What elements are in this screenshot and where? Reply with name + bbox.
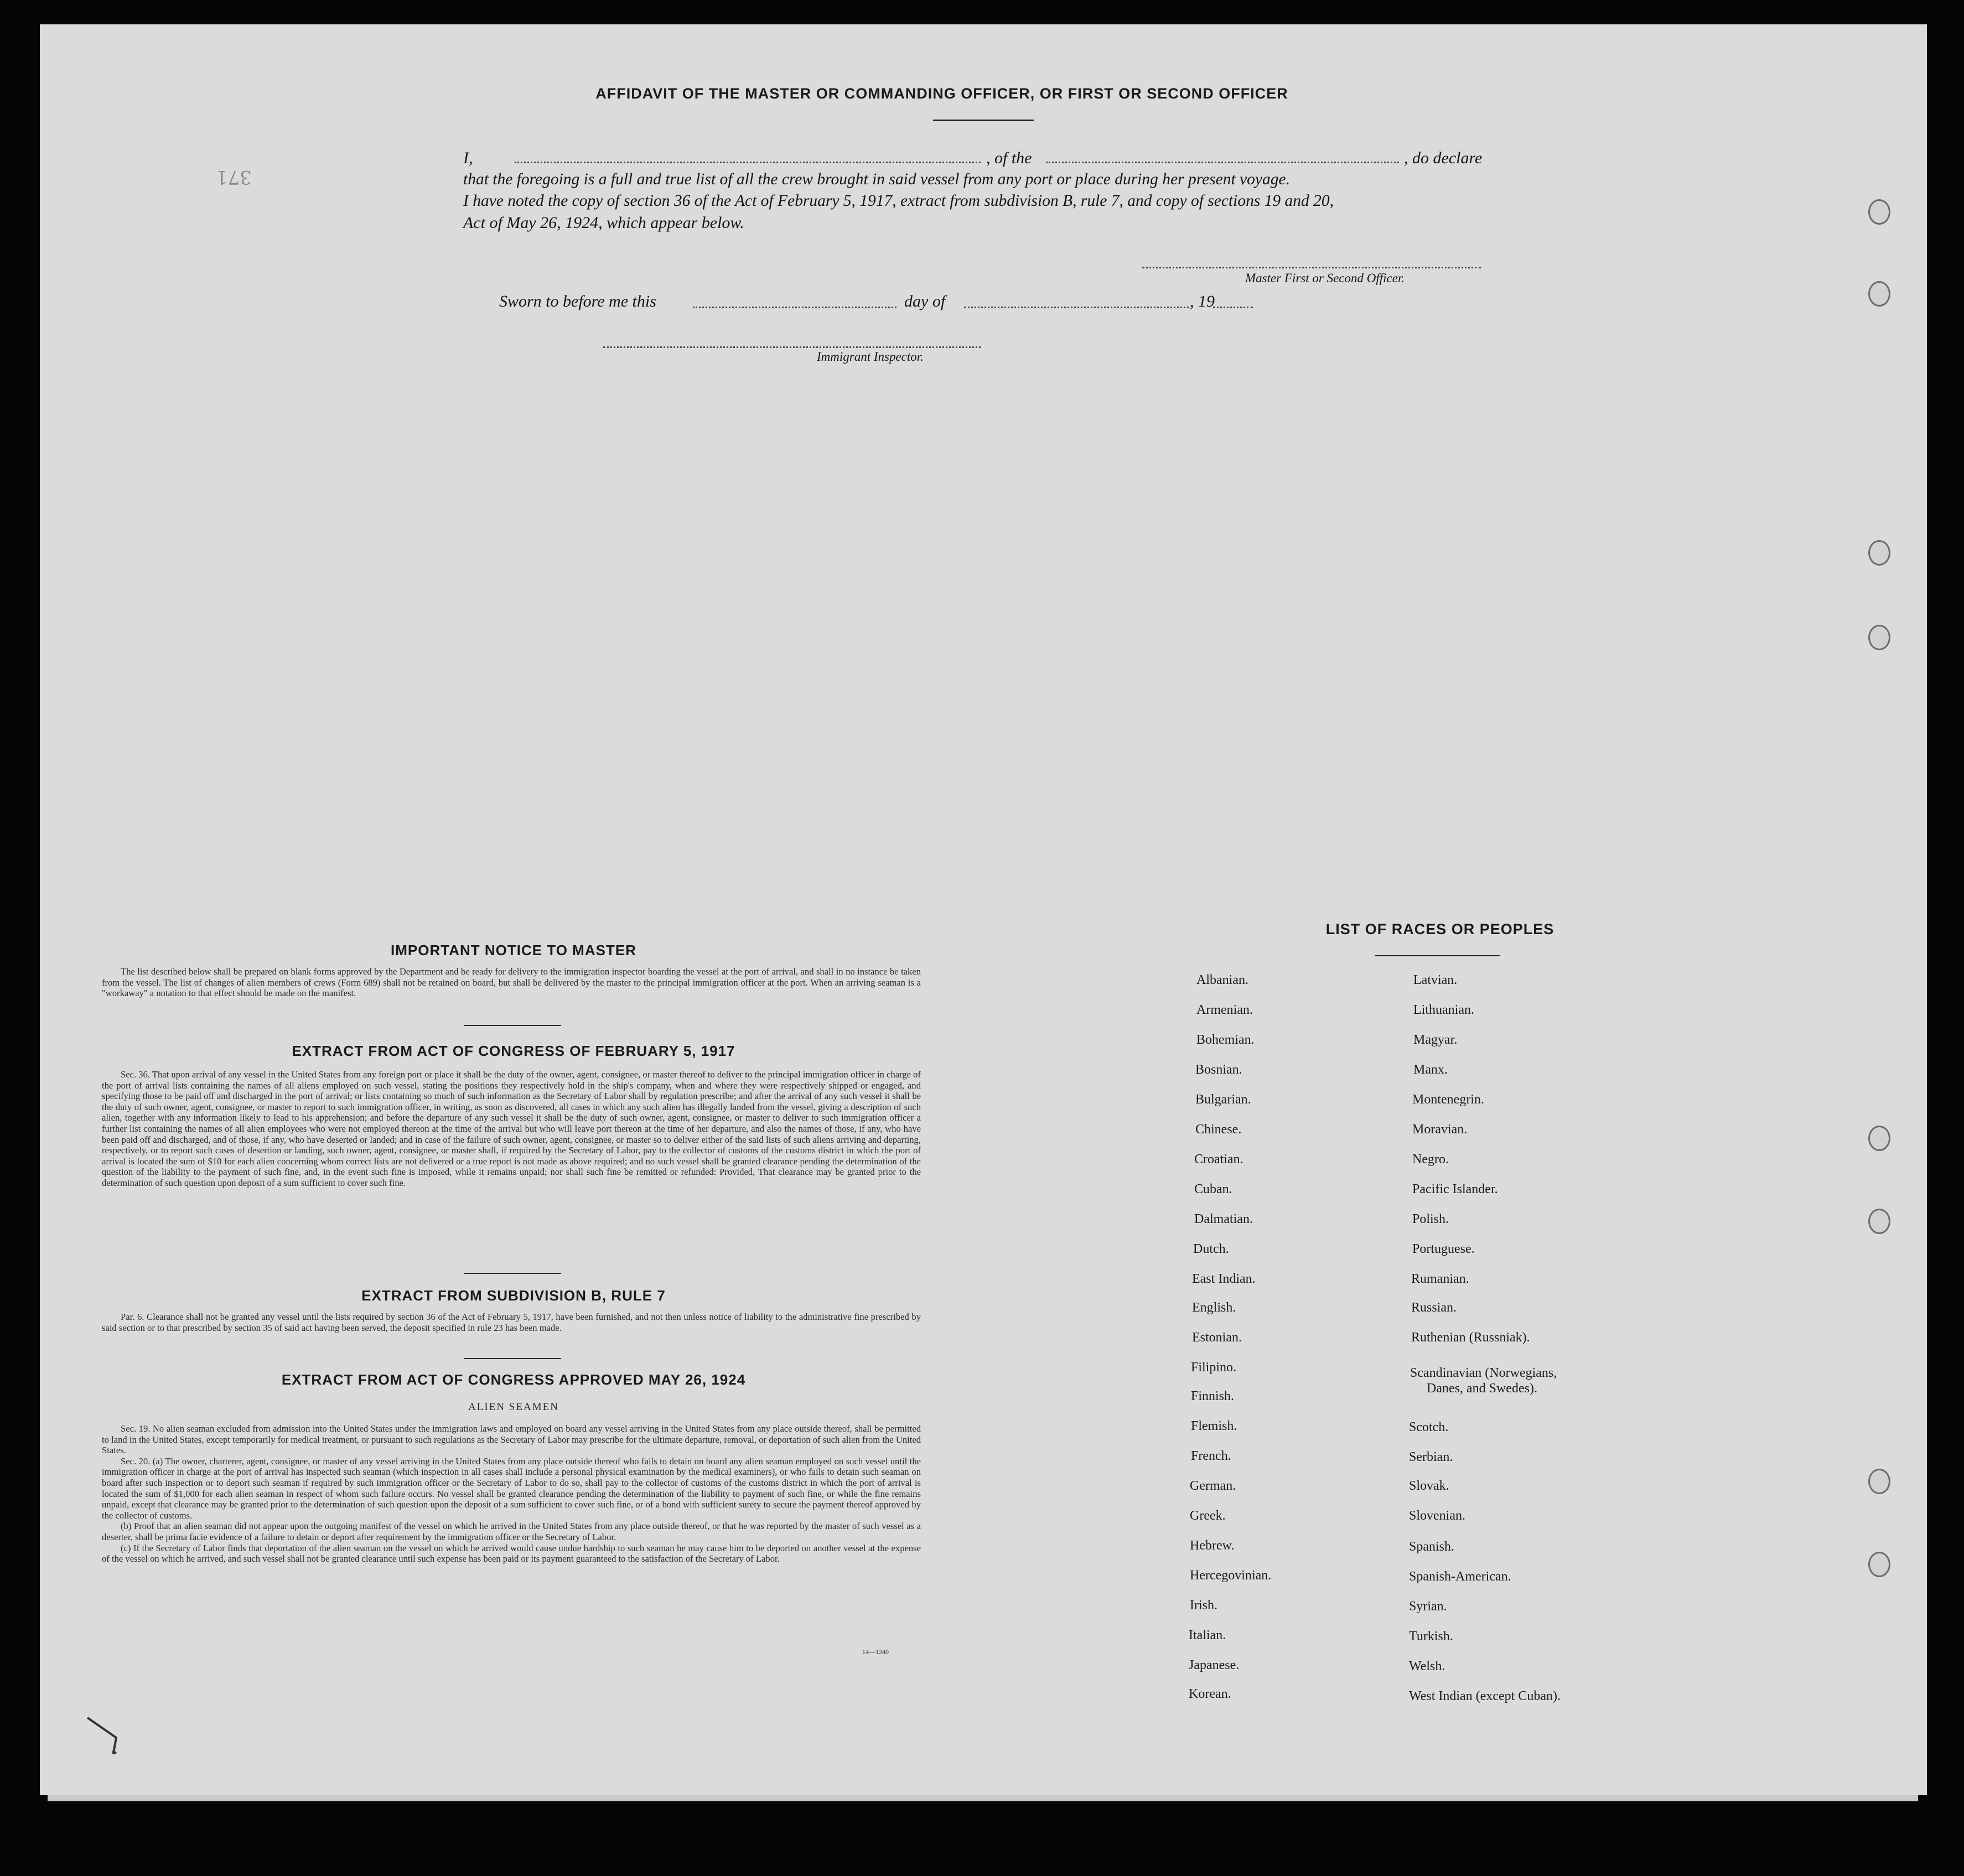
vessel-blank[interactable] xyxy=(1046,162,1399,163)
race-item: Pacific Islander. xyxy=(1412,1182,1498,1196)
race-item: Estonian. xyxy=(1192,1330,1242,1345)
punch-hole xyxy=(1868,1126,1890,1151)
margin-note: 371 xyxy=(216,166,252,188)
race-item: Greek. xyxy=(1190,1509,1226,1523)
race-item: Bosnian. xyxy=(1195,1063,1242,1077)
affidavit-line1-mid: , of the xyxy=(986,149,1032,167)
race-item: Scotch. xyxy=(1409,1420,1449,1434)
sworn-month-blank[interactable] xyxy=(964,307,1189,308)
check-mark xyxy=(84,1712,134,1762)
race-item: Turkish. xyxy=(1409,1629,1453,1644)
race-item: French. xyxy=(1191,1449,1231,1463)
race-item: Hercegovinian. xyxy=(1190,1568,1272,1583)
document-page xyxy=(40,24,1927,1795)
name-blank[interactable] xyxy=(515,162,981,163)
extract1917-text xyxy=(102,1069,921,1189)
race-item: Dutch. xyxy=(1193,1242,1229,1256)
race-item: Spanish. xyxy=(1409,1540,1455,1554)
race-item: Magyar. xyxy=(1413,1033,1458,1047)
sworn-day-of: day of xyxy=(904,292,946,310)
notice-title: IMPORTANT NOTICE TO MASTER xyxy=(391,942,636,958)
race-item: Latvian. xyxy=(1413,973,1458,987)
race-item: Manx. xyxy=(1413,1063,1448,1077)
punch-hole xyxy=(1868,1209,1890,1234)
race-item: Montenegrin. xyxy=(1412,1092,1484,1107)
punch-hole xyxy=(1868,1552,1890,1577)
rule7-text xyxy=(102,1312,921,1333)
punch-hole xyxy=(1868,281,1890,307)
notice-rule xyxy=(464,1025,561,1026)
affidavit-line1-end: , do declare xyxy=(1404,149,1483,167)
inspector-signature-line[interactable] xyxy=(603,346,981,348)
race-item: Hebrew. xyxy=(1190,1538,1235,1553)
sworn-text: Sworn to before me this xyxy=(499,292,656,310)
affidavit-line3: I have noted the copy of section 36 of the Act of February 5, 1917, extract from subdivision B, rule 7, and copy of sections 19 and 20, xyxy=(463,192,1334,210)
affidavit-line4: Act of May 26, 1924, which appear below. xyxy=(463,214,744,232)
section-20a-paragraph: Sec. 20. (a) The owner, charterer, agent, consignee, or master of any vessel arriving in the United States from any place outside thereof who fails to detain on board any alien seaman employed on such vessel until the immigration officer in charge at the port of arrival has inspected such seaman (which inspection in all cases shall include a personal physical examination by the medical examiners), or who fails to detain such seaman on board after such inspection or to deport such seaman if required by such immigration officer or the Secretary of Labor to do so, shall pay to the collector of customs of the customs district in which the port of arrival is located the sum of $1,000 for each alien seaman in respect of whom such failure occurs. No vessel shall be granted clearance pending the determination of the liability to payment of such fine, or while the fine remains unpaid, except that clearance may be granted prior to the determination of such question upon the deposit of a sum sufficient to cover such fine, or of a bond with sufficient surety to secure the payment thereof approved by the collector of customs. xyxy=(102,1455,921,1521)
race-item: Danes, and Swedes). xyxy=(1427,1381,1537,1396)
notice-paragraph: The list described below shall be prepared on blank forms approved by the Department and be ready for delivery to the immigration inspector boarding the vessel at the port of arrival, and shall in no instance be taken from the vessel. The list of changes of alien members of crews (Form 689) shall not be retained on board, but shall be delivered by the master to the principal immigration officer at the port. When an arriving seaman is a "workaway" a notation to that effect should be made on the manifest. xyxy=(102,966,921,999)
sworn-year: , 19 xyxy=(1190,292,1215,310)
race-item: Rumanian. xyxy=(1411,1272,1469,1286)
race-item: Lithuanian. xyxy=(1413,1003,1474,1017)
race-item: Serbian. xyxy=(1409,1450,1453,1464)
affidavit-line1-start: I, xyxy=(463,149,473,167)
race-item: Polish. xyxy=(1412,1212,1449,1226)
sworn-year-blank[interactable] xyxy=(1213,307,1253,308)
race-item: Ruthenian (Russniak). xyxy=(1411,1330,1530,1345)
races-title: LIST OF RACES OR PEOPLES xyxy=(1325,921,1554,937)
alien-seamen-subtitle: ALIEN SEAMEN xyxy=(468,1401,559,1413)
race-item: Finnish. xyxy=(1191,1389,1235,1403)
race-item: Chinese. xyxy=(1195,1122,1242,1137)
race-item: Cuban. xyxy=(1194,1182,1232,1196)
race-item: Albanian. xyxy=(1196,973,1248,987)
race-item: Negro. xyxy=(1412,1152,1449,1167)
race-item: East Indian. xyxy=(1192,1272,1256,1286)
race-item: Scandinavian (Norwegians, xyxy=(1410,1366,1557,1380)
races-rule xyxy=(1375,955,1500,956)
section-19-paragraph: Sec. 19. No alien seaman excluded from admission into the United States under the immigration laws and employed on board any vessel arriving in the United States from any place outside thereof, shall be permitted to land in the United States, except temporarily for medical treatment, or pursuant to such regulations as the Secretary of Labor may prescribe for the ultimate departure, removal, or deportation of such alien from the United States. xyxy=(102,1423,921,1456)
punch-hole xyxy=(1868,1469,1890,1494)
inspector-label: Immigrant Inspector. xyxy=(817,350,924,364)
master-signature-line[interactable] xyxy=(1142,267,1481,268)
race-item: Slovenian. xyxy=(1409,1509,1465,1523)
affidavit-title-rule xyxy=(933,120,1034,121)
rule7-rule xyxy=(464,1358,561,1359)
section-20c-paragraph: (c) If the Secretary of Labor finds that deportation of the alien seaman on the vessel on which he arrived would cause undue hardship to such seaman he may cause him to be deported on another vessel at the expense of the vessel on which he arrived, and such vessel shall not be granted clearance until such expense has been paid or its payment guaranteed to the satisfaction of the Secretary of Labor. xyxy=(102,1542,921,1564)
race-item: Armenian. xyxy=(1196,1003,1253,1017)
race-item: Croatian. xyxy=(1194,1152,1243,1167)
race-item: Slovak. xyxy=(1409,1479,1449,1493)
affidavit-line2: that the foregoing is a full and true list of all the crew brought in said vessel from any port or place during her present voyage. xyxy=(463,170,1290,188)
section-20b-paragraph: (b) Proof that an alien seaman did not appear upon the outgoing manifest of the vessel on which he arrived in the United States from any place outside thereof, or that he was reported by the master of such vessel as a deserter, shall be prima facie evidence of a failure to detain or deport after requirement by the immigration officer or the Secretary of Labor. xyxy=(102,1521,921,1542)
race-item: Japanese. xyxy=(1189,1658,1240,1672)
punch-hole xyxy=(1868,625,1890,650)
race-item: Bulgarian. xyxy=(1195,1092,1251,1107)
race-item: West Indian (except Cuban). xyxy=(1409,1689,1561,1703)
race-item: Spanish-American. xyxy=(1409,1569,1511,1584)
race-item: Welsh. xyxy=(1409,1659,1445,1673)
race-item: Filipino. xyxy=(1191,1360,1237,1375)
affidavit-title: AFFIDAVIT OF THE MASTER OR COMMANDING OFFICER, OR FIRST OR SECOND OFFICER xyxy=(595,85,1288,102)
paragraph-6: Par. 6. Clearance shall not be granted any vessel until the lists required by section 36 of the Act of February 5, 1917, have been furnished, and not then unless notice of liability to the administrative fine prescribed by said section or to that prescribed by section 35 of said act having been served, the deposit specified in rule 23 has been made. xyxy=(102,1312,921,1333)
race-item: English. xyxy=(1192,1300,1236,1315)
extract1917-title: EXTRACT FROM ACT OF CONGRESS OF FEBRUARY 5, 1917 xyxy=(292,1043,735,1059)
rule7-title: EXTRACT FROM SUBDIVISION B, RULE 7 xyxy=(361,1287,666,1304)
race-item: Flemish. xyxy=(1191,1419,1237,1433)
race-item: Korean. xyxy=(1189,1687,1231,1701)
race-item: German. xyxy=(1190,1479,1236,1493)
punch-hole xyxy=(1868,199,1890,225)
section-36-paragraph: Sec. 36. That upon arrival of any vessel in the United States from any foreign port or place it shall be the duty of the owner, agent, consignee, or master thereof to deliver to the principal immigration officer in charge of the port of arrival lists containing the names of all aliens employed on such vessel, stating the positions they respectively hold in the ship's company, when and where they were respectively shipped or engaged, and specifying those to be paid off and discharged in the port of arrival; or lists containing so much of such information as the Secretary of Labor shall by regulation prescribe; and after the arrival of any such vessel it shall be the duty of such owner, agent, consignee, or master to report to such immigration officer, in writing, as soon as discovered, all cases in which any such alien has illegally landed from the vessel, giving a description of such alien, together with any information likely to lead to his apprehension; and before the departure of any such vessel it shall be the duty of such owner, agent, consignee, or master to deliver to such immigration officer a further list containing the names of all alien employees who were not employed thereon at the time of the arrival but who will leave port thereon at the time of her departure, and also the names of those, if any, who have been paid off and discharged, and of those, if any, who have deserted or landed; and in case of the failure of such owner, agent, consignee, or master so to deliver either of the said lists of such aliens arriving and departing, respectively, or to report such cases of desertion or landing, such owner, agent, consignee, or master shall, if required by the Secretary of Labor, pay to the collector of customs of the customs district in which the port of arrival is located the sum of $10 for each alien concerning whom correct lists are not delivered or a true report is not made as above required; and no such vessel shall be granted clearance pending the determination of the question of the liability to the payment of such fine, and, in the event such fine is imposed, while it remains unpaid; nor shall such fine be remitted or refunded: Provided, That clearance may be granted prior to the determination of such question upon deposit of a sum sufficient to cover such fine. xyxy=(102,1069,921,1188)
race-item: Bohemian. xyxy=(1196,1033,1255,1047)
notice-text xyxy=(102,966,921,999)
race-item: Syrian. xyxy=(1409,1599,1447,1614)
extract1924-text xyxy=(102,1423,921,1564)
race-item: Dalmatian. xyxy=(1194,1212,1253,1226)
extract1924-title: EXTRACT FROM ACT OF CONGRESS APPROVED MAY 26, 1924 xyxy=(281,1371,746,1388)
race-item: Moravian. xyxy=(1412,1122,1468,1137)
punch-hole xyxy=(1868,540,1890,566)
race-item: Italian. xyxy=(1189,1628,1226,1642)
sworn-day-blank[interactable] xyxy=(693,307,897,308)
race-item: Portuguese. xyxy=(1412,1242,1475,1256)
form-number: 14—1240 xyxy=(862,1648,889,1656)
extract1917-rule xyxy=(464,1273,561,1274)
master-label: Master First or Second Officer. xyxy=(1245,271,1405,285)
race-item: Irish. xyxy=(1190,1598,1217,1613)
race-item: Russian. xyxy=(1411,1300,1457,1315)
